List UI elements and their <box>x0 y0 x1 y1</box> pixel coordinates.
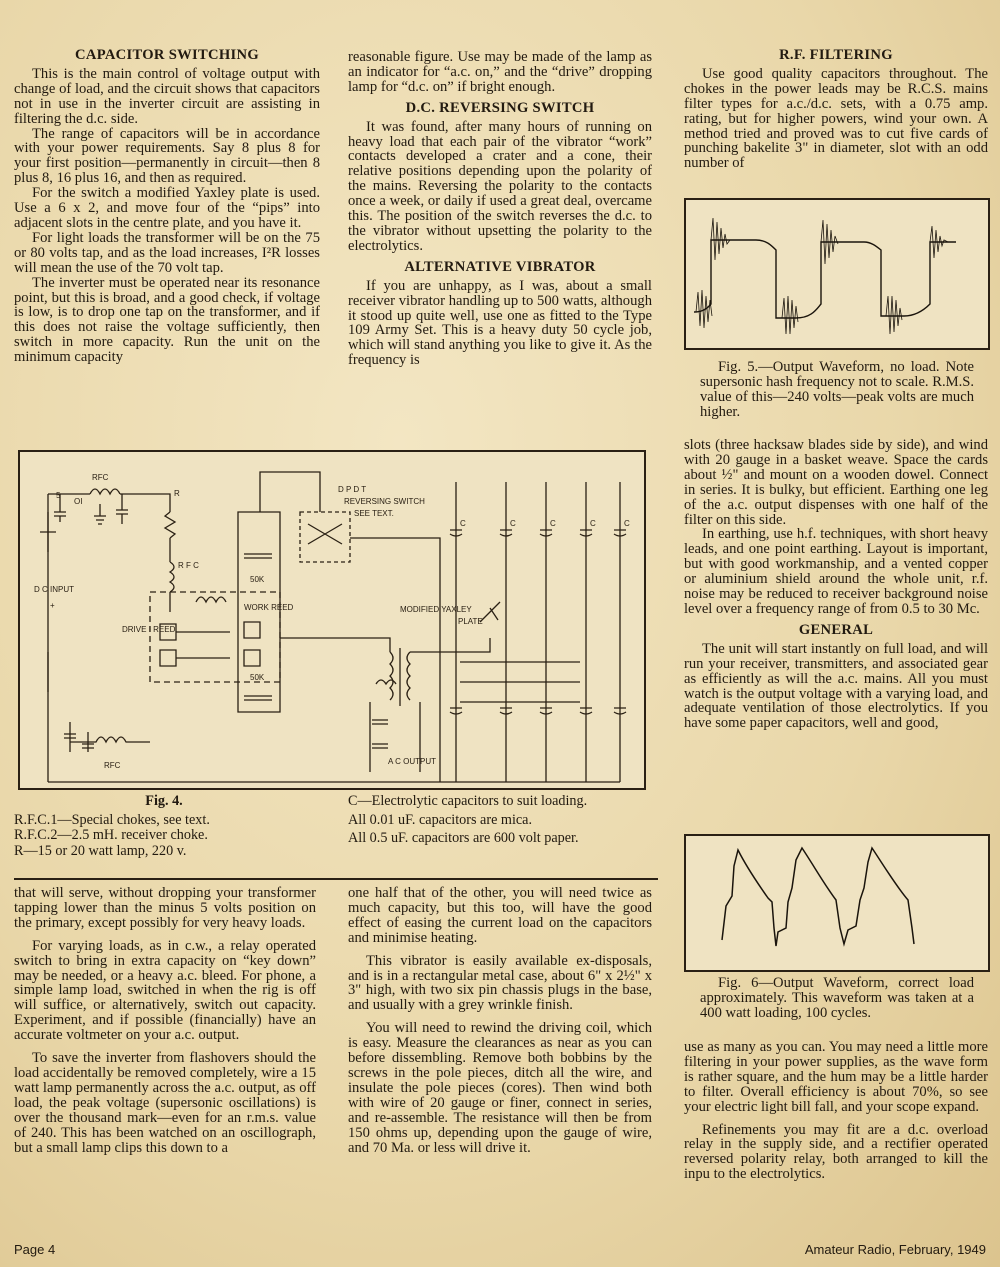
paragraph: one half that of the other, you will need twice as much capacity, but this too, will have the good effect of easing the current load on the capacitors and minimise heating. <box>348 885 652 946</box>
label-r: R <box>174 489 180 498</box>
fig4-legend-right <box>348 794 648 847</box>
bottom-column-2 <box>348 886 652 1155</box>
paragraph: The unit will start instantly on full load, and will run your receiver, transmitters, and associated gear as efficiently as will the a.c. mains. All you must watch is the output voltage with a varying load, and adequate ventilation of those electrolytics. If you have some paper capacitors, well and good, <box>684 640 988 732</box>
divider-rule <box>14 878 658 880</box>
legend-item: C—Electrolytic capacitors to suit loading. <box>348 793 588 809</box>
fig5-caption <box>700 360 974 420</box>
fig6-waveform-plot <box>686 836 988 970</box>
fig6-caption <box>700 976 974 1021</box>
bottom-column-3 <box>684 1040 988 1182</box>
label-ac-output: A C OUTPUT <box>388 757 437 766</box>
label-reversing-switch: REVERSING SWITCH <box>344 497 425 506</box>
paragraph: The range of capacitors will be in accordance with your power requirements. Say 8 plus 8 for your first position—permanently in circuit—then 8 plus 8, 16 plus 16, and then as required. <box>14 125 320 187</box>
label-rfc-side: R F C <box>178 561 199 570</box>
paragraph: Refinements you may fit are a d.c. overload relay in the supply side, and a rectifier operated reversed polarity relay, both arranged to kill the inpu to the electrolytics. <box>684 1121 988 1183</box>
heading-rf-filtering: R.F. FILTERING <box>779 47 893 63</box>
label-dpdt: D P D T <box>338 485 367 494</box>
paragraph: For varying loads, as in c.w., a relay operated switch to bring in extra capacity on “key down” may be needed, or a heavy a.c. bleed. For phone, a simple lamp load, switched in when the rig is off will suffice, or alternatively, switch out capacity. Experiment, and if possible (financially) have an accurate voltmeter on your a.c. output. <box>14 937 316 1044</box>
heading-dc-reversing-switch: D.C. REVERSING SWITCH <box>405 99 595 116</box>
paragraph: In earthing, use h.f. techniques, with short heavy leads, and one point earthing. Layout is important, but with good workmanship, and a vented copper or aluminium shield around the whole unit, r.f. noise may be reduced to receiver background noise level over a frequency range of from 0.5 to 30 Mc. <box>684 526 988 617</box>
label-drive-reed: DRIVE I REED <box>122 625 176 634</box>
fig5-waveform <box>684 198 990 350</box>
label-see-text: SEE TEXT. <box>354 509 394 518</box>
heading-general: GENERAL <box>798 621 874 638</box>
label-c: C <box>550 519 556 528</box>
legend-item: R.F.C.1—Special chokes, see text. <box>14 811 210 828</box>
legend-item: All 0.01 uF. capacitors are mica. <box>348 811 533 828</box>
publication-footer: Amateur Radio, February, 1949 <box>804 1242 986 1257</box>
paragraph: For the switch a modified Yaxley plate is used. Use a 6 x 2, and move four of the “pips” into adjacent slots in the centre plate, and you have it. <box>14 185 320 231</box>
label-work-reed: WORK REED <box>244 603 294 612</box>
fig4-title: Fig. 4. <box>145 793 183 809</box>
heading-capacitor-switching: CAPACITOR SWITCHING <box>75 47 259 63</box>
label-c: C <box>590 519 596 528</box>
paragraph: For light loads the transformer will be on the 75 or 80 volts tap, and as the load increases, I²R losses will mean the use of the 70 volt tap. <box>14 229 320 276</box>
label-plus: + <box>50 601 55 610</box>
paragraph: use as many as you can. You may need a little more filtering in your power supplies, as the wave form is rather square, and the hum may be a little harder to filter. Overall efficiency is about 70%, so see your electric light bill fall, and your scope expand. <box>684 1039 988 1115</box>
label-50k-top: 50K <box>250 575 265 584</box>
fig5-waveform-plot <box>686 200 988 348</box>
paragraph: To save the inverter from flashovers should the load accidentally be removed completely, wire a 15 watt lamp permanently across the a.c. output, as off load, the peak voltage (supersonic oscillations) is over the thousand mark—even for an r.m.s. value of 240. This has been watched on an oscillograph, but a small lamp clips this down to a <box>14 1050 316 1156</box>
paragraph: If you are unhappy, as I was, about a small receiver vibrator handling up to 500 watts, although it stood up quite well, use one as fitted to the Type 109 Army Set. This is a heavy duty 50 cycle job, which will stand anything you like to give it. As the frequency is <box>348 277 652 369</box>
paragraph: reasonable figure. Use may be made of the lamp as an indicator for “a.c. on,” and the “drive” dropping lamp for “d.c. on” if bright enough. <box>348 49 652 95</box>
fig5-caption-text: Fig. 5.—Output Waveform, no load. Note supersonic hash frequency not to scale. R.M.S. value of this—240 volts—peak volts are much higher. <box>700 359 974 420</box>
column-1 <box>14 48 320 365</box>
paragraph: slots (three hacksaw blades side by side), and wind with 20 gauge in a basket weave. Space the cards about ½" and mount on a wooden dowel. Connect in series. It is bulky, but efficient. Earthing one leg of the a.c. output dispenses with one half of the filter on this side. <box>684 437 988 528</box>
label-dc-input: D C INPUT <box>34 585 74 594</box>
label-oi: OI <box>74 497 83 506</box>
fig6-caption-text: Fig. 6—Output Waveform, correct load approximately. This waveform was taken at a 400 watt loading, 100 cycles. <box>700 975 974 1021</box>
page-number: Page 4 <box>14 1242 56 1257</box>
label-rfc-bottom: RFC <box>104 761 121 770</box>
label-c: C <box>624 519 630 528</box>
heading-alternative-vibrator: ALTERNATIVE VIBRATOR <box>404 258 596 275</box>
paragraph: This vibrator is easily available ex-disposals, and is in a rectangular metal case, about 6" x 2½" x 3" high, with two six pin chassis plugs in the base, and usually with a grey wrinkle finish. <box>348 952 652 1014</box>
paragraph: This is the main control of voltage output with change of load, and the circuit shows that capacitors not in use in the inverter circuit are assisting in filtering the d.c. side. <box>14 65 320 127</box>
label-five: 5 <box>56 491 61 500</box>
paragraph: The inverter must be operated near its resonance point, but this is broad, and a good check, if voltage is low, is to drop one tap on the transformer, and if this does not raise the voltage sufficiently, then switch in more capacity. Run the unit on the minimum capacity <box>14 274 320 366</box>
legend-item: R.F.C.2—2.5 mH. receiver choke. <box>14 827 208 843</box>
paragraph: You will need to rewind the driving coil, which is easy. Measure the clearances as near as you can before dissembling. Remove both bobbins by the screws in the pole pieces, ditch all the wire, and insulate the pole pieces (cores). Then wind both with wire of 20 gauge or finer, connect in series, and re-assemble. The resistance will then be from 150 ohms up, depending upon the gauge of wire, and 70 Ma. or less will drive it. <box>348 1020 652 1156</box>
label-c: C <box>460 519 466 528</box>
label-plate: PLATE <box>458 617 483 626</box>
label-modified-yaxley: MODIFIED YAXLEY <box>400 605 472 614</box>
fig4-circuit-diagram <box>20 452 644 788</box>
paragraph: that will serve, without dropping your transformer tapping lower than the minus 5 volts position on the primary, except possibly for very heavy loads. <box>14 885 316 931</box>
fig4-legend-left <box>14 794 314 859</box>
fig6-waveform <box>684 834 990 972</box>
label-50k-bottom: 50K <box>250 673 265 682</box>
legend-item: R—15 or 20 watt lamp, 220 v. <box>14 842 187 859</box>
column-3-top <box>684 48 988 171</box>
legend-item: All 0.5 uF. capacitors are 600 volt paper. <box>348 830 579 846</box>
fig4-schematic <box>18 450 646 790</box>
column-2 <box>348 50 652 368</box>
bottom-column-1 <box>14 886 316 1155</box>
column-3-middle <box>684 438 988 731</box>
paragraph: Use good quality capacitors throughout. The chokes in the power leads may be R.C.S. mains filter types for a.c./d.c. sets, with a 0.75 amp. rating, but for higher powers, wind your own. A method tried and proved was to cut five cards of punching bakelite 3" in diameter, slot with an odd number of <box>684 65 988 172</box>
label-rfc-top: RFC <box>92 473 109 482</box>
label-c: C <box>510 519 516 528</box>
paragraph: It was found, after many hours of running on heavy load that each pair of the vibrator “work” contacts developed a crater and a cone, their relative positions depending upon the polarity of the mains. Reversing the polarity to the contacts once a week, or daily if used a great deal, overcame this. The position of the switch reverses the d.c. to the vibrator without upsetting the polarity to the electrolytics. <box>348 118 652 254</box>
